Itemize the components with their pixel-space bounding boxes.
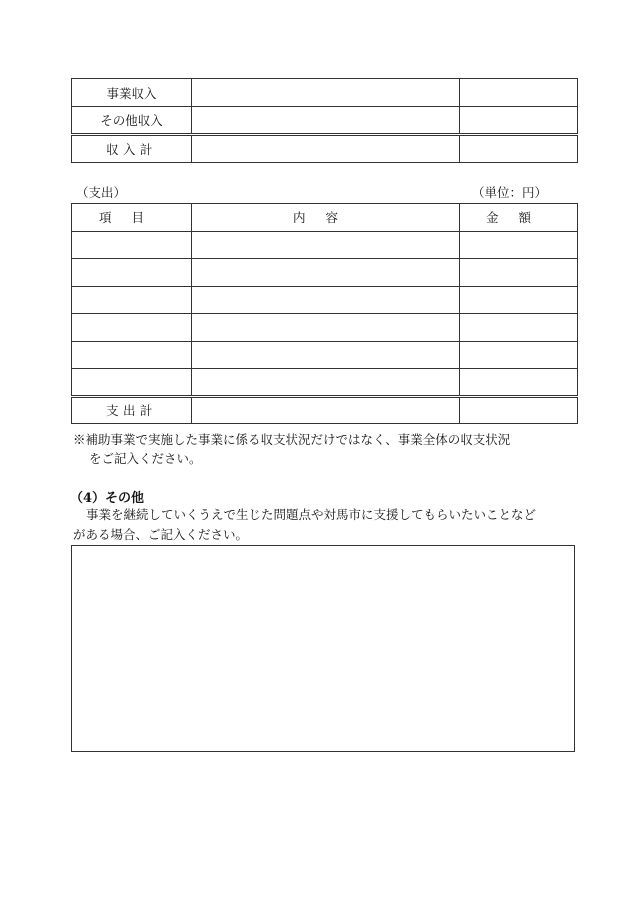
instructions-line-1: 事業を継続していくうえで生じた問題点や対馬市に支援してもらいたいことなど xyxy=(86,507,537,522)
amount-cell[interactable] xyxy=(460,341,578,369)
note-line-1: ※補助事業で実施した事業に係る収支状況だけではなく、事業全体の収支状況 xyxy=(73,432,511,447)
header-item: 項目 xyxy=(72,204,192,232)
income-total-content-cell[interactable] xyxy=(192,135,460,163)
table-row-total xyxy=(72,135,578,163)
note-line-2: をご記入ください。 xyxy=(89,451,202,466)
table-row xyxy=(72,286,578,314)
income-row-label-business: 事業収入 xyxy=(72,79,192,107)
amount-cell[interactable] xyxy=(460,314,578,342)
amount-cell[interactable] xyxy=(460,259,578,287)
content-cell[interactable] xyxy=(192,369,460,397)
item-cell[interactable] xyxy=(72,369,192,397)
header-content: 内容 xyxy=(192,204,460,232)
section-4-instructions xyxy=(73,505,536,545)
expense-total-label: 支出計 xyxy=(72,396,192,424)
table-row xyxy=(72,79,578,107)
unit-label: （単位：円） xyxy=(472,185,548,200)
content-cell[interactable] xyxy=(192,314,460,342)
income-row-label-other: その他収入 xyxy=(72,107,192,135)
income-total-label: 収入計 xyxy=(72,135,192,163)
item-cell[interactable] xyxy=(72,286,192,314)
income-amount-cell[interactable] xyxy=(460,79,578,107)
table-row xyxy=(72,107,578,135)
header-amount: 金額 xyxy=(460,204,578,232)
free-text-box[interactable] xyxy=(71,545,575,752)
item-cell[interactable] xyxy=(72,341,192,369)
income-amount-cell[interactable] xyxy=(460,107,578,135)
note-text xyxy=(73,430,510,468)
content-cell[interactable] xyxy=(192,231,460,259)
table-row xyxy=(72,341,578,369)
table-row xyxy=(72,231,578,259)
amount-cell[interactable] xyxy=(460,231,578,259)
amount-cell[interactable] xyxy=(460,286,578,314)
table-row xyxy=(72,314,578,342)
table-header-row xyxy=(72,204,578,232)
content-cell[interactable] xyxy=(192,286,460,314)
item-cell[interactable] xyxy=(72,259,192,287)
table-row-total xyxy=(72,396,578,424)
table-row xyxy=(72,259,578,287)
income-content-cell[interactable] xyxy=(192,107,460,135)
section-4-title: （4）その他 xyxy=(70,491,145,506)
expense-total-content-cell[interactable] xyxy=(192,396,460,424)
income-total-amount-cell[interactable] xyxy=(460,135,578,163)
expense-table xyxy=(71,203,578,424)
amount-cell[interactable] xyxy=(460,369,578,397)
expense-section-label: （支出） xyxy=(76,185,127,200)
table-row xyxy=(72,369,578,397)
content-cell[interactable] xyxy=(192,341,460,369)
expense-total-amount-cell[interactable] xyxy=(460,396,578,424)
instructions-line-2: がある場合、ご記入ください。 xyxy=(73,527,249,542)
income-content-cell[interactable] xyxy=(192,79,460,107)
content-cell[interactable] xyxy=(192,259,460,287)
item-cell[interactable] xyxy=(72,231,192,259)
income-table xyxy=(71,78,578,163)
item-cell[interactable] xyxy=(72,314,192,342)
